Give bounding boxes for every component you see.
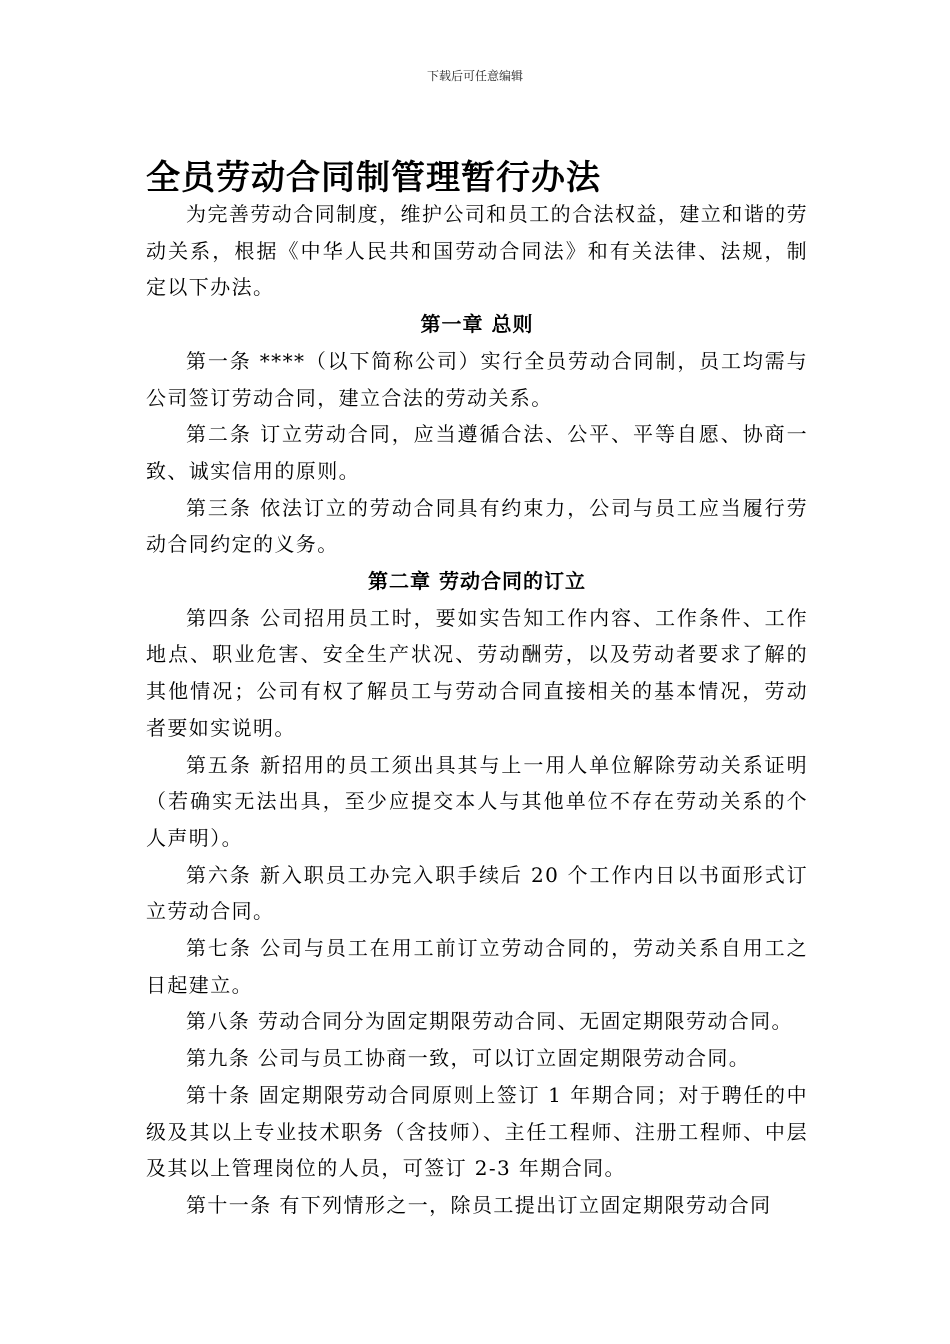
article-2: 第二条 订立劳动合同，应当遵循合法、公平、平等自愿、协商一致、诚实信用的原则。: [146, 422, 808, 483]
chapter-heading-1: 第一章 总则: [420, 312, 534, 337]
article-7: 第七条 公司与员工在用工前订立劳动合同的，劳动关系自用工之日起建立。: [146, 936, 808, 997]
chapter-heading-2: 第二章 劳动合同的订立: [368, 569, 586, 594]
article-3: 第三条 依法订立的劳动合同具有约束力，公司与员工应当履行劳动合同约定的义务。: [146, 495, 808, 557]
document-title: 全员劳动合同制管理暂行办法: [146, 158, 601, 198]
article-8: 第八条 劳动合同分为固定期限劳动合同、无固定期限劳动合同。: [186, 1009, 793, 1034]
article-6: 第六条 新入职员工办完入职手续后 20 个工作内日以书面形式订立劳动合同。: [146, 862, 808, 924]
article-1: 第一条 ****（以下简称公司）实行全员劳动合同制，员工均需与公司签订劳动合同，建立合法的劳动关系。: [146, 348, 808, 410]
page-header-note: 下载后可任意编辑: [426, 69, 523, 83]
document-body: [146, 196, 808, 1224]
article-9: 第九条 公司与员工协商一致，可以订立固定期限劳动合同。: [186, 1046, 751, 1071]
article-5: 第五条 新招用的员工须出具其与上一用人单位解除劳动关系证明（若确实无法出具，至少应提交本人与其他单位不存在劳动关系的个人声明）。: [146, 752, 808, 850]
article-4: 第四条 公司招用员工时，要如实告知工作内容、工作条件、工作地点、职业危害、安全生产状况、劳动酬劳，以及劳动者要求了解的其他情况；公司有权了解员工与劳动合同直接相关的基本情况，劳动者要如实说明。: [146, 605, 808, 740]
intro-paragraph: 为完善劳动合同制度，维护公司和员工的合法权益，建立和谐的劳动关系，根据《中华人民共和国劳动合同法》和有关法律、法规，制定以下办法。: [146, 202, 808, 300]
article-11: 第十一条 有下列情形之一，除员工提出订立固定期限劳动合同: [186, 1192, 772, 1217]
article-10: 第十条 固定期限劳动合同原则上签订 1 年期合同；对于聘任的中级及其以上专业技术职务（含技师）、主任工程师、注册工程师、中层及其以上管理岗位的人员，可签订 2-3 年期合同。: [146, 1082, 808, 1181]
